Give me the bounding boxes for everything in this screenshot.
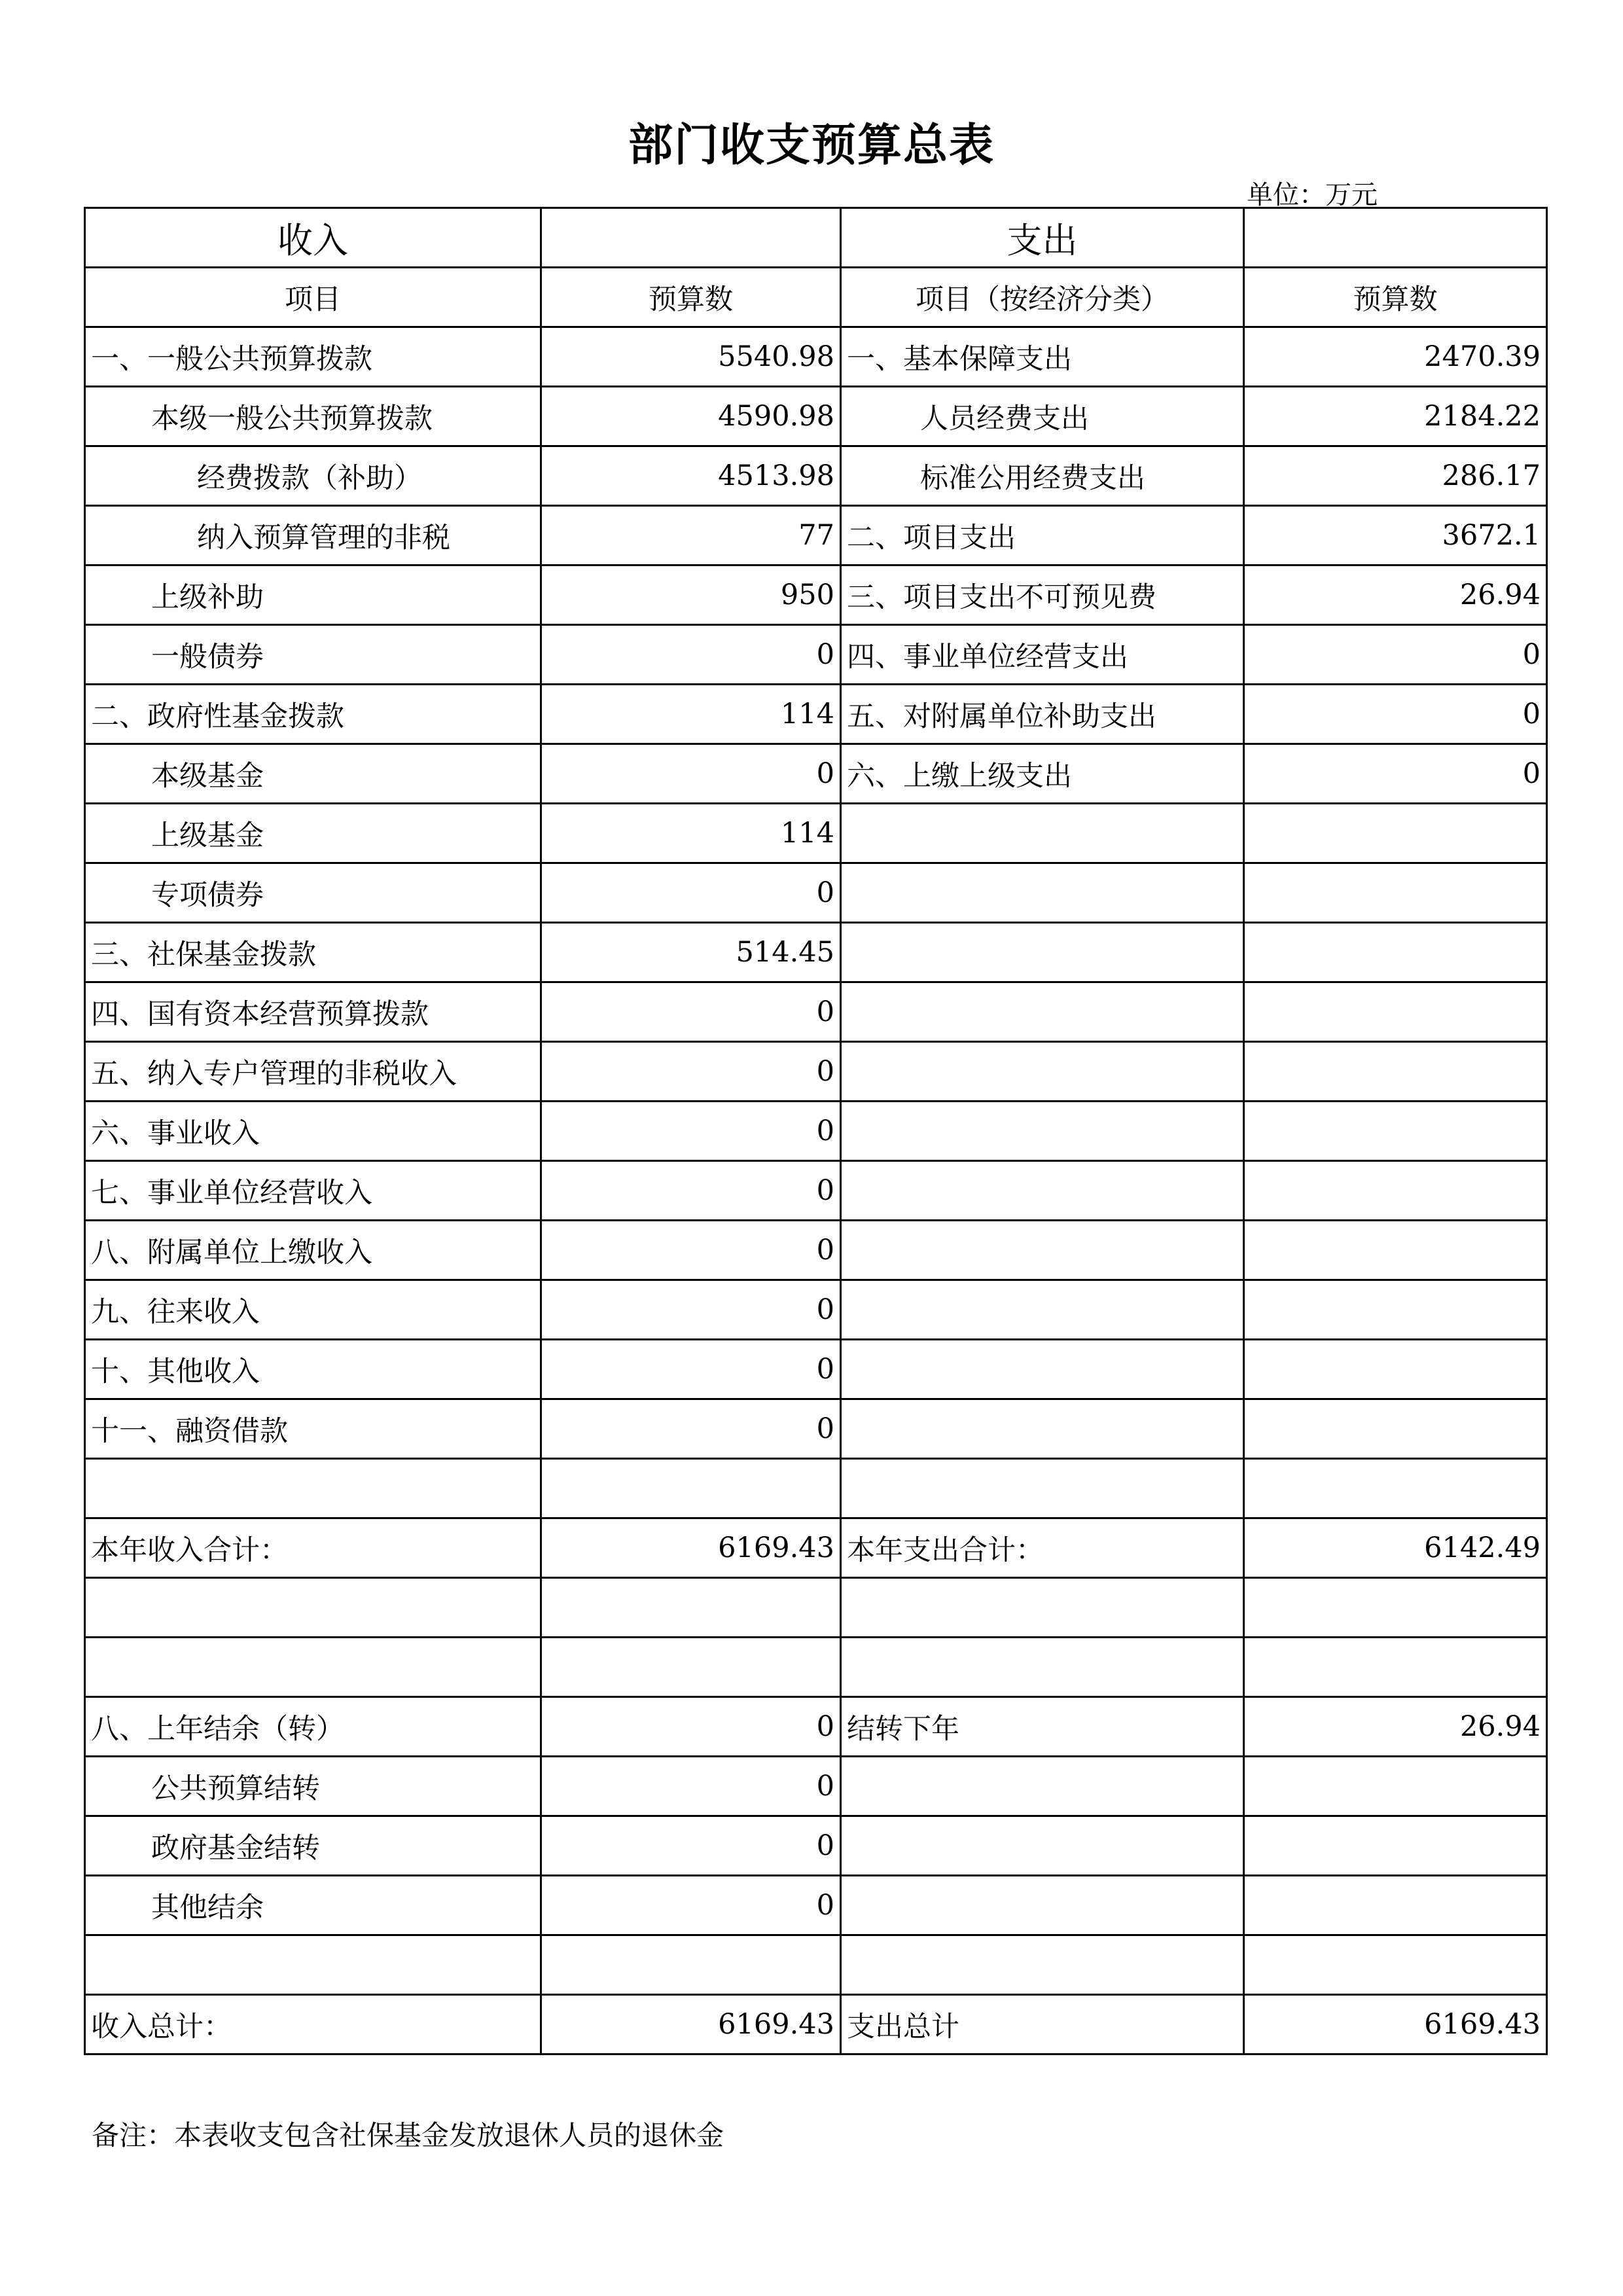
expense-amount-cell — [1244, 1042, 1547, 1102]
table-row — [85, 506, 1547, 565]
income-item-cell: 六、事业收入 — [85, 1102, 541, 1161]
expense-amount-cell — [1244, 982, 1547, 1042]
header-row-columns — [85, 268, 1547, 327]
expense-header-blank — [1244, 208, 1547, 268]
expense-amount-cell — [1244, 1459, 1547, 1518]
table-row — [85, 1161, 1547, 1221]
table-row — [85, 1995, 1547, 2054]
expense-amount-cell: 0 — [1244, 744, 1547, 804]
table-row — [85, 863, 1547, 923]
table-row — [85, 1221, 1547, 1280]
income-item-cell: 公共预算结转 — [85, 1757, 541, 1816]
expense-amount-cell — [1244, 1221, 1547, 1280]
table-row — [85, 387, 1547, 446]
table-row — [85, 1459, 1547, 1518]
footnote: 备注：本表收支包含社保基金发放退休人员的退休金 — [92, 2119, 724, 2151]
income-amount-cell: 0 — [541, 1876, 841, 1935]
income-amount-cell: 514.45 — [541, 923, 841, 982]
income-amount-cell: 5540.98 — [541, 327, 841, 387]
expense-item-cell — [841, 1578, 1244, 1638]
table-row — [85, 1638, 1547, 1697]
table-row — [85, 1518, 1547, 1578]
unit-label: 单位：万元 — [1247, 180, 1378, 210]
expense-item-cell: 三、项目支出不可预见费 — [841, 565, 1244, 625]
expense-amount-cell — [1244, 1876, 1547, 1935]
table-row — [85, 1757, 1547, 1816]
income-amount-cell: 0 — [541, 1816, 841, 1876]
income-amount-cell: 0 — [541, 1161, 841, 1221]
expense-amount-cell — [1244, 1340, 1547, 1399]
income-item-cell: 一、一般公共预算拨款 — [85, 327, 541, 387]
expense-amount-cell: 0 — [1244, 685, 1547, 744]
expense-item-cell: 一、基本保障支出 — [841, 327, 1244, 387]
expense-amount-cell: 0 — [1244, 625, 1547, 685]
income-item-cell: 上级补助 — [85, 565, 541, 625]
expense-item-cell — [841, 1161, 1244, 1221]
expense-amount-cell — [1244, 1102, 1547, 1161]
table-row — [85, 1876, 1547, 1935]
expense-item-cell: 标准公用经费支出 — [841, 446, 1244, 506]
income-item-cell: 八、上年结余（转） — [85, 1697, 541, 1757]
income-item-cell: 专项债券 — [85, 863, 541, 923]
expense-item-cell — [841, 1280, 1244, 1340]
income-item-cell: 十、其他收入 — [85, 1340, 541, 1399]
income-amount-cell: 0 — [541, 1280, 841, 1340]
income-amount-cell: 0 — [541, 863, 841, 923]
income-item-cell: 经费拨款（补助） — [85, 446, 541, 506]
income-amount-cell: 6169.43 — [541, 1995, 841, 2054]
table-row — [85, 565, 1547, 625]
income-amount-cell: 6169.43 — [541, 1518, 841, 1578]
expense-amount-cell — [1244, 1638, 1547, 1697]
table-row — [85, 923, 1547, 982]
income-item-cell — [85, 1935, 541, 1995]
income-item-cell: 五、纳入专户管理的非税收入 — [85, 1042, 541, 1102]
table-row — [85, 1578, 1547, 1638]
expense-amount-cell — [1244, 863, 1547, 923]
income-item-cell: 收入总计： — [85, 1995, 541, 2054]
income-item-cell: 本年收入合计： — [85, 1518, 541, 1578]
table-row — [85, 744, 1547, 804]
table-row — [85, 685, 1547, 744]
expense-item-cell — [841, 1221, 1244, 1280]
table-row — [85, 1102, 1547, 1161]
expense-item-cell — [841, 863, 1244, 923]
income-item-cell: 本级基金 — [85, 744, 541, 804]
expense-item-cell: 五、对附属单位补助支出 — [841, 685, 1244, 744]
expense-item-cell — [841, 1102, 1244, 1161]
budget-table — [84, 207, 1548, 2055]
expense-item-cell — [841, 1042, 1244, 1102]
expense-amount-cell — [1244, 1757, 1547, 1816]
expense-amount-cell — [1244, 1578, 1547, 1638]
income-item-cell: 八、附属单位上缴收入 — [85, 1221, 541, 1280]
income-item-cell: 一般债券 — [85, 625, 541, 685]
income-amount-cell: 4513.98 — [541, 446, 841, 506]
expense-item-cell: 人员经费支出 — [841, 387, 1244, 446]
income-item-cell: 政府基金结转 — [85, 1816, 541, 1876]
table-row — [85, 1697, 1547, 1757]
expense-item-cell — [841, 1816, 1244, 1876]
expense-item-cell — [841, 804, 1244, 863]
income-header-blank — [541, 208, 841, 268]
expense-amount-cell — [1244, 1816, 1547, 1876]
expense-amount-cell: 2184.22 — [1244, 387, 1547, 446]
income-amount-cell: 0 — [541, 625, 841, 685]
expense-amount-cell: 2470.39 — [1244, 327, 1547, 387]
income-amount-cell: 0 — [541, 1102, 841, 1161]
income-item-cell: 二、政府性基金拨款 — [85, 685, 541, 744]
expense-item-cell — [841, 1340, 1244, 1399]
income-amount-cell: 114 — [541, 804, 841, 863]
income-item-cell — [85, 1638, 541, 1697]
table-row — [85, 1399, 1547, 1459]
income-amount-cell: 0 — [541, 1399, 841, 1459]
expense-item-cell — [841, 1935, 1244, 1995]
income-amount-cell — [541, 1638, 841, 1697]
expense-amount-cell — [1244, 1935, 1547, 1995]
income-section-header: 收入 — [85, 208, 541, 268]
table-row — [85, 625, 1547, 685]
table-row — [85, 1042, 1547, 1102]
col-header-item: 项目 — [85, 268, 541, 327]
table-row — [85, 1935, 1547, 1995]
income-amount-cell: 0 — [541, 744, 841, 804]
expense-item-cell: 四、事业单位经营支出 — [841, 625, 1244, 685]
income-amount-cell: 0 — [541, 1221, 841, 1280]
income-item-cell: 上级基金 — [85, 804, 541, 863]
income-item-cell — [85, 1578, 541, 1638]
income-item-cell: 纳入预算管理的非税 — [85, 506, 541, 565]
income-item-cell: 七、事业单位经营收入 — [85, 1161, 541, 1221]
income-amount-cell: 0 — [541, 982, 841, 1042]
table-row — [85, 804, 1547, 863]
income-item-cell: 四、国有资本经营预算拨款 — [85, 982, 541, 1042]
expense-item-cell — [841, 1399, 1244, 1459]
expense-item-cell: 支出总计 — [841, 1995, 1244, 2054]
table-row — [85, 446, 1547, 506]
expense-amount-cell: 6142.49 — [1244, 1518, 1547, 1578]
expense-item-cell: 结转下年 — [841, 1697, 1244, 1757]
table-row — [85, 1340, 1547, 1399]
expense-item-cell — [841, 1757, 1244, 1816]
expense-item-cell: 本年支出合计： — [841, 1518, 1244, 1578]
expense-amount-cell: 3672.1 — [1244, 506, 1547, 565]
income-item-cell: 九、往来收入 — [85, 1280, 541, 1340]
expense-item-cell: 二、项目支出 — [841, 506, 1244, 565]
expense-amount-cell — [1244, 923, 1547, 982]
expense-amount-cell — [1244, 1280, 1547, 1340]
income-item-cell — [85, 1459, 541, 1518]
table-row — [85, 982, 1547, 1042]
income-amount-cell: 0 — [541, 1340, 841, 1399]
income-amount-cell — [541, 1459, 841, 1518]
income-amount-cell: 77 — [541, 506, 841, 565]
income-item-cell: 其他结余 — [85, 1876, 541, 1935]
header-row-sections — [85, 208, 1547, 268]
expense-item-cell — [841, 1459, 1244, 1518]
income-item-cell: 三、社保基金拨款 — [85, 923, 541, 982]
expense-section-header: 支出 — [841, 208, 1244, 268]
income-item-cell: 本级一般公共预算拨款 — [85, 387, 541, 446]
expense-amount-cell — [1244, 1161, 1547, 1221]
expense-item-cell — [841, 1638, 1244, 1697]
income-amount-cell — [541, 1935, 841, 1995]
col-header-item-econ: 项目（按经济分类） — [841, 268, 1244, 327]
income-amount-cell — [541, 1578, 841, 1638]
expense-amount-cell: 26.94 — [1244, 565, 1547, 625]
expense-amount-cell — [1244, 804, 1547, 863]
income-item-cell: 十一、融资借款 — [85, 1399, 541, 1459]
expense-amount-cell: 286.17 — [1244, 446, 1547, 506]
expense-item-cell — [841, 923, 1244, 982]
expense-item-cell — [841, 1876, 1244, 1935]
col-header-amount-expense: 预算数 — [1244, 268, 1547, 327]
table-row — [85, 327, 1547, 387]
expense-item-cell — [841, 982, 1244, 1042]
page-title: 部门收支预算总表 — [628, 119, 995, 171]
table-row — [85, 1280, 1547, 1340]
income-amount-cell: 0 — [541, 1757, 841, 1816]
income-amount-cell: 950 — [541, 565, 841, 625]
income-amount-cell: 4590.98 — [541, 387, 841, 446]
table-row — [85, 1816, 1547, 1876]
income-amount-cell: 0 — [541, 1042, 841, 1102]
expense-amount-cell: 26.94 — [1244, 1697, 1547, 1757]
expense-amount-cell: 6169.43 — [1244, 1995, 1547, 2054]
col-header-amount: 预算数 — [541, 268, 841, 327]
expense-amount-cell — [1244, 1399, 1547, 1459]
expense-item-cell: 六、上缴上级支出 — [841, 744, 1244, 804]
income-amount-cell: 114 — [541, 685, 841, 744]
income-amount-cell: 0 — [541, 1697, 841, 1757]
